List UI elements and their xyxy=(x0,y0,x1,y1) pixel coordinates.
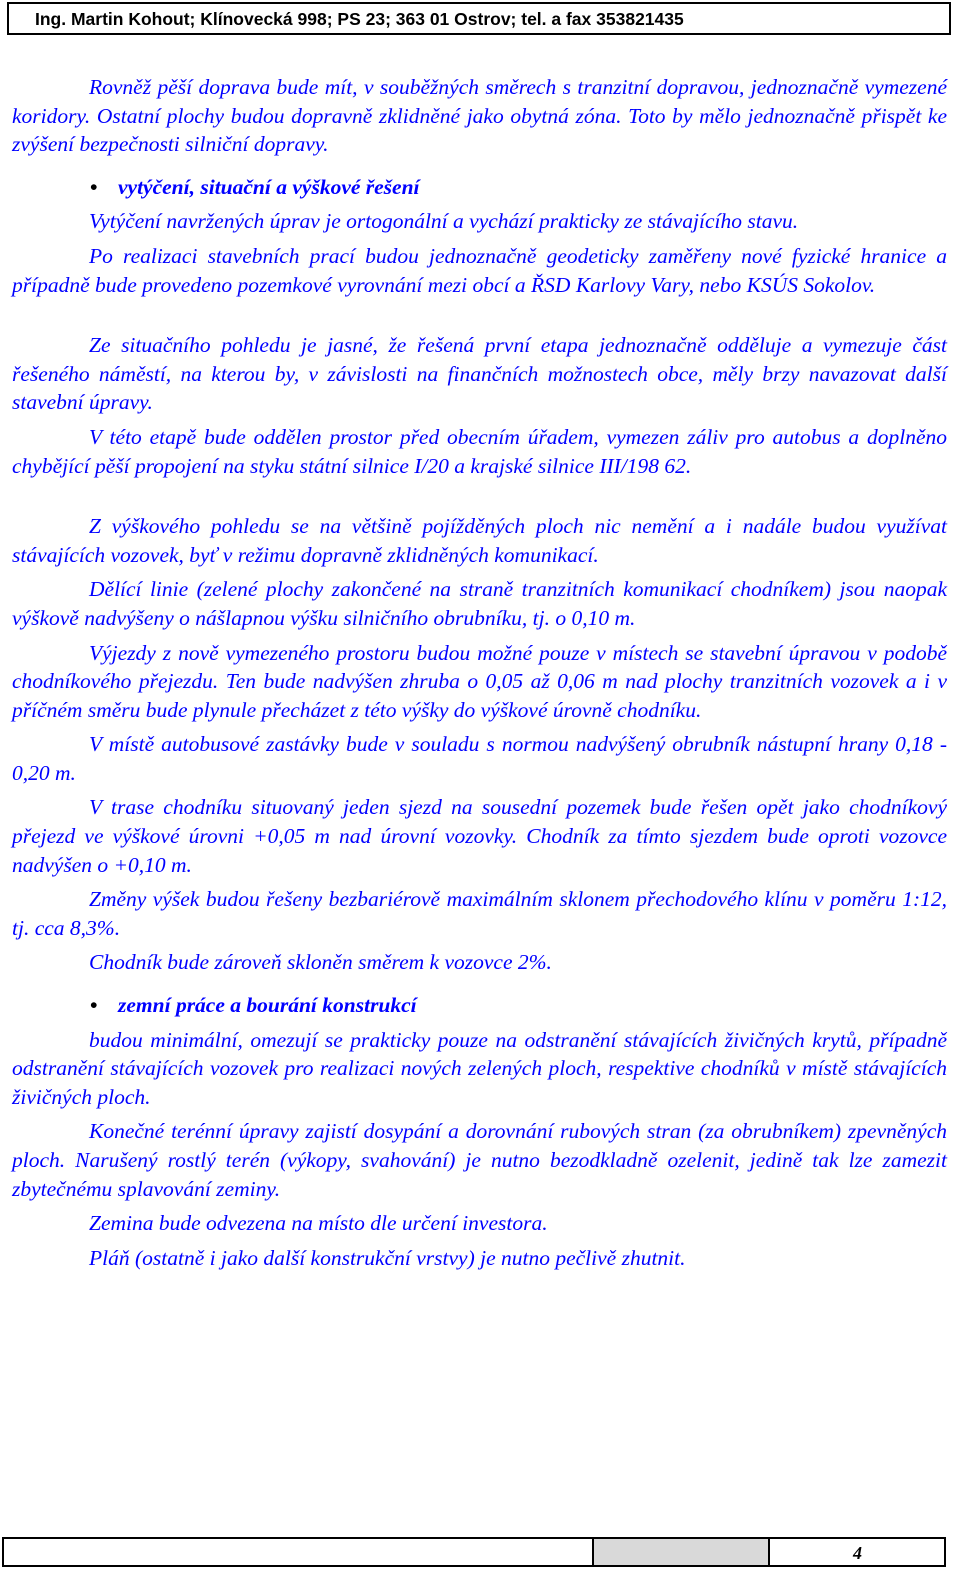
paragraph: Rovněž pěší doprava bude mít, v souběžných směrech s tranzitní dopravou, jednoznačně vymezené koridory. Ostatní plochy budou dopravně zklidněné jako obytná zóna. Toto by mělo jednoznačně přispět ke zvýšení bezpečnosti silniční dopravy. xyxy=(12,75,947,157)
page-footer xyxy=(2,1537,946,1567)
header-text: Ing. Martin Kohout; Klínovecká 998; PS 23; 363 01 Ostrov; tel. a fax 353821435 xyxy=(35,9,684,29)
paragraph: Výjezdy z nově vymezeného prostoru budou možné pouze v místech se stavební úpravou v podobě chodníkového přejezdu. Ten bude nadvýšen zhruba o 0,05 až 0,06 m nad plochy tranzitních vozovek a i v příčném směru bude plynule přecházet z této výšky do výškové úrovně chodníku. xyxy=(12,640,947,722)
bullet-heading-zemni-prace xyxy=(12,991,947,1020)
bullet-icon: • xyxy=(90,174,98,199)
paragraph: budou minimální, omezují se prakticky pouze na odstranění stávajících živičných krytů, případně odstranění stávajících vozovek pro realizaci nových zelených ploch, respektive chodníků v místě stávajících živičných ploch. xyxy=(12,1027,947,1109)
footer-cell-left xyxy=(4,1539,594,1565)
page-header xyxy=(7,2,951,35)
paragraph: Konečné terénní úpravy zajistí dosypání a dorovnání rubových stran (za obrubníkem) zpevněných ploch. Narušený rostlý terén (výkopy, svahování) je nutno bezodkladně ozelenit, jedině tak lze zamezit zbytečnému splavování zeminy. xyxy=(12,1119,947,1201)
paragraph: Z výškového pohledu se na většině pojížděných ploch nic nemění a i nadále budou využívat stávajících vozovek, byť v režimu dopravně zklidněných komunikací. xyxy=(12,514,947,567)
page-number: 4 xyxy=(853,1543,862,1563)
paragraph: V místě autobusové zastávky bude v souladu s normou nadvýšený obrubník nástupní hrany 0,18 - 0,20 m. xyxy=(12,732,947,785)
bullet-heading-vytyceni xyxy=(12,173,947,202)
footer-cell-shaded xyxy=(594,1539,770,1565)
footer-cell-right xyxy=(770,1539,944,1565)
paragraph: Vytýčení navržených úprav je ortogonální a vychází prakticky ze stávajícího stavu. xyxy=(89,209,799,234)
paragraph: Chodník bude zároveň skloněn směrem k vozovce 2%. xyxy=(89,950,552,975)
bullet-heading-text: zemní práce a bourání konstrukcí xyxy=(118,993,417,1018)
bullet-heading-text: vytýčení, situační a výškové řešení xyxy=(118,174,420,199)
paragraph: Zemina bude odvezena na místo dle určení investora. xyxy=(89,1211,548,1236)
paragraph: Po realizaci stavebních prací budou jednoznačně geodeticky zaměřeny nové fyzické hranice a případně bude provedeno pozemkové vyrovnání mezi obcí a ŘSD Karlovy Vary, nebo KSÚS Sokolov. xyxy=(12,243,947,297)
paragraph: Dělící linie (zelené plochy zakončené na straně tranzitních komunikací chodníkem) jsou naopak výškově nadvýšeny o nášlapnou výšku silničního obrubníku, tj. o 0,10 m. xyxy=(12,577,947,630)
paragraph: V této etapě bude oddělen prostor před obecním úřadem, vymezen záliv pro autobus a doplněno chybějící pěší propojení na styku státní silnice I/20 a krajské silnice III/198 62. xyxy=(12,424,947,478)
document-body xyxy=(12,73,947,1278)
paragraph: Ze situačního pohledu je jasné, že řešená první etapa jednoznačně odděluje a vymezuje část řešeného náměstí, na kterou by, v závislosti na finančních možnostech obce, měly brzy navazovat další stavební úpravy. xyxy=(12,333,947,415)
paragraph: Změny výšek budou řešeny bezbariérově maximálním sklonem přechodového klínu v poměru 1:12, tj. cca 8,3%. xyxy=(12,887,947,940)
paragraph: Pláň (ostatně i jako další konstrukční vrstvy) je nutno pečlivě zhutnit. xyxy=(89,1245,686,1270)
bullet-icon: • xyxy=(90,993,98,1018)
paragraph: V trase chodníku situovaný jeden sjezd na sousední pozemek bude řešen opět jako chodníkový přejezd ve výškové úrovni +0,05 m nad úrovní vozovky. Chodník za tímto sjezdem bude oproti vozovce nadvýšen o +0,10 m. xyxy=(12,795,947,877)
